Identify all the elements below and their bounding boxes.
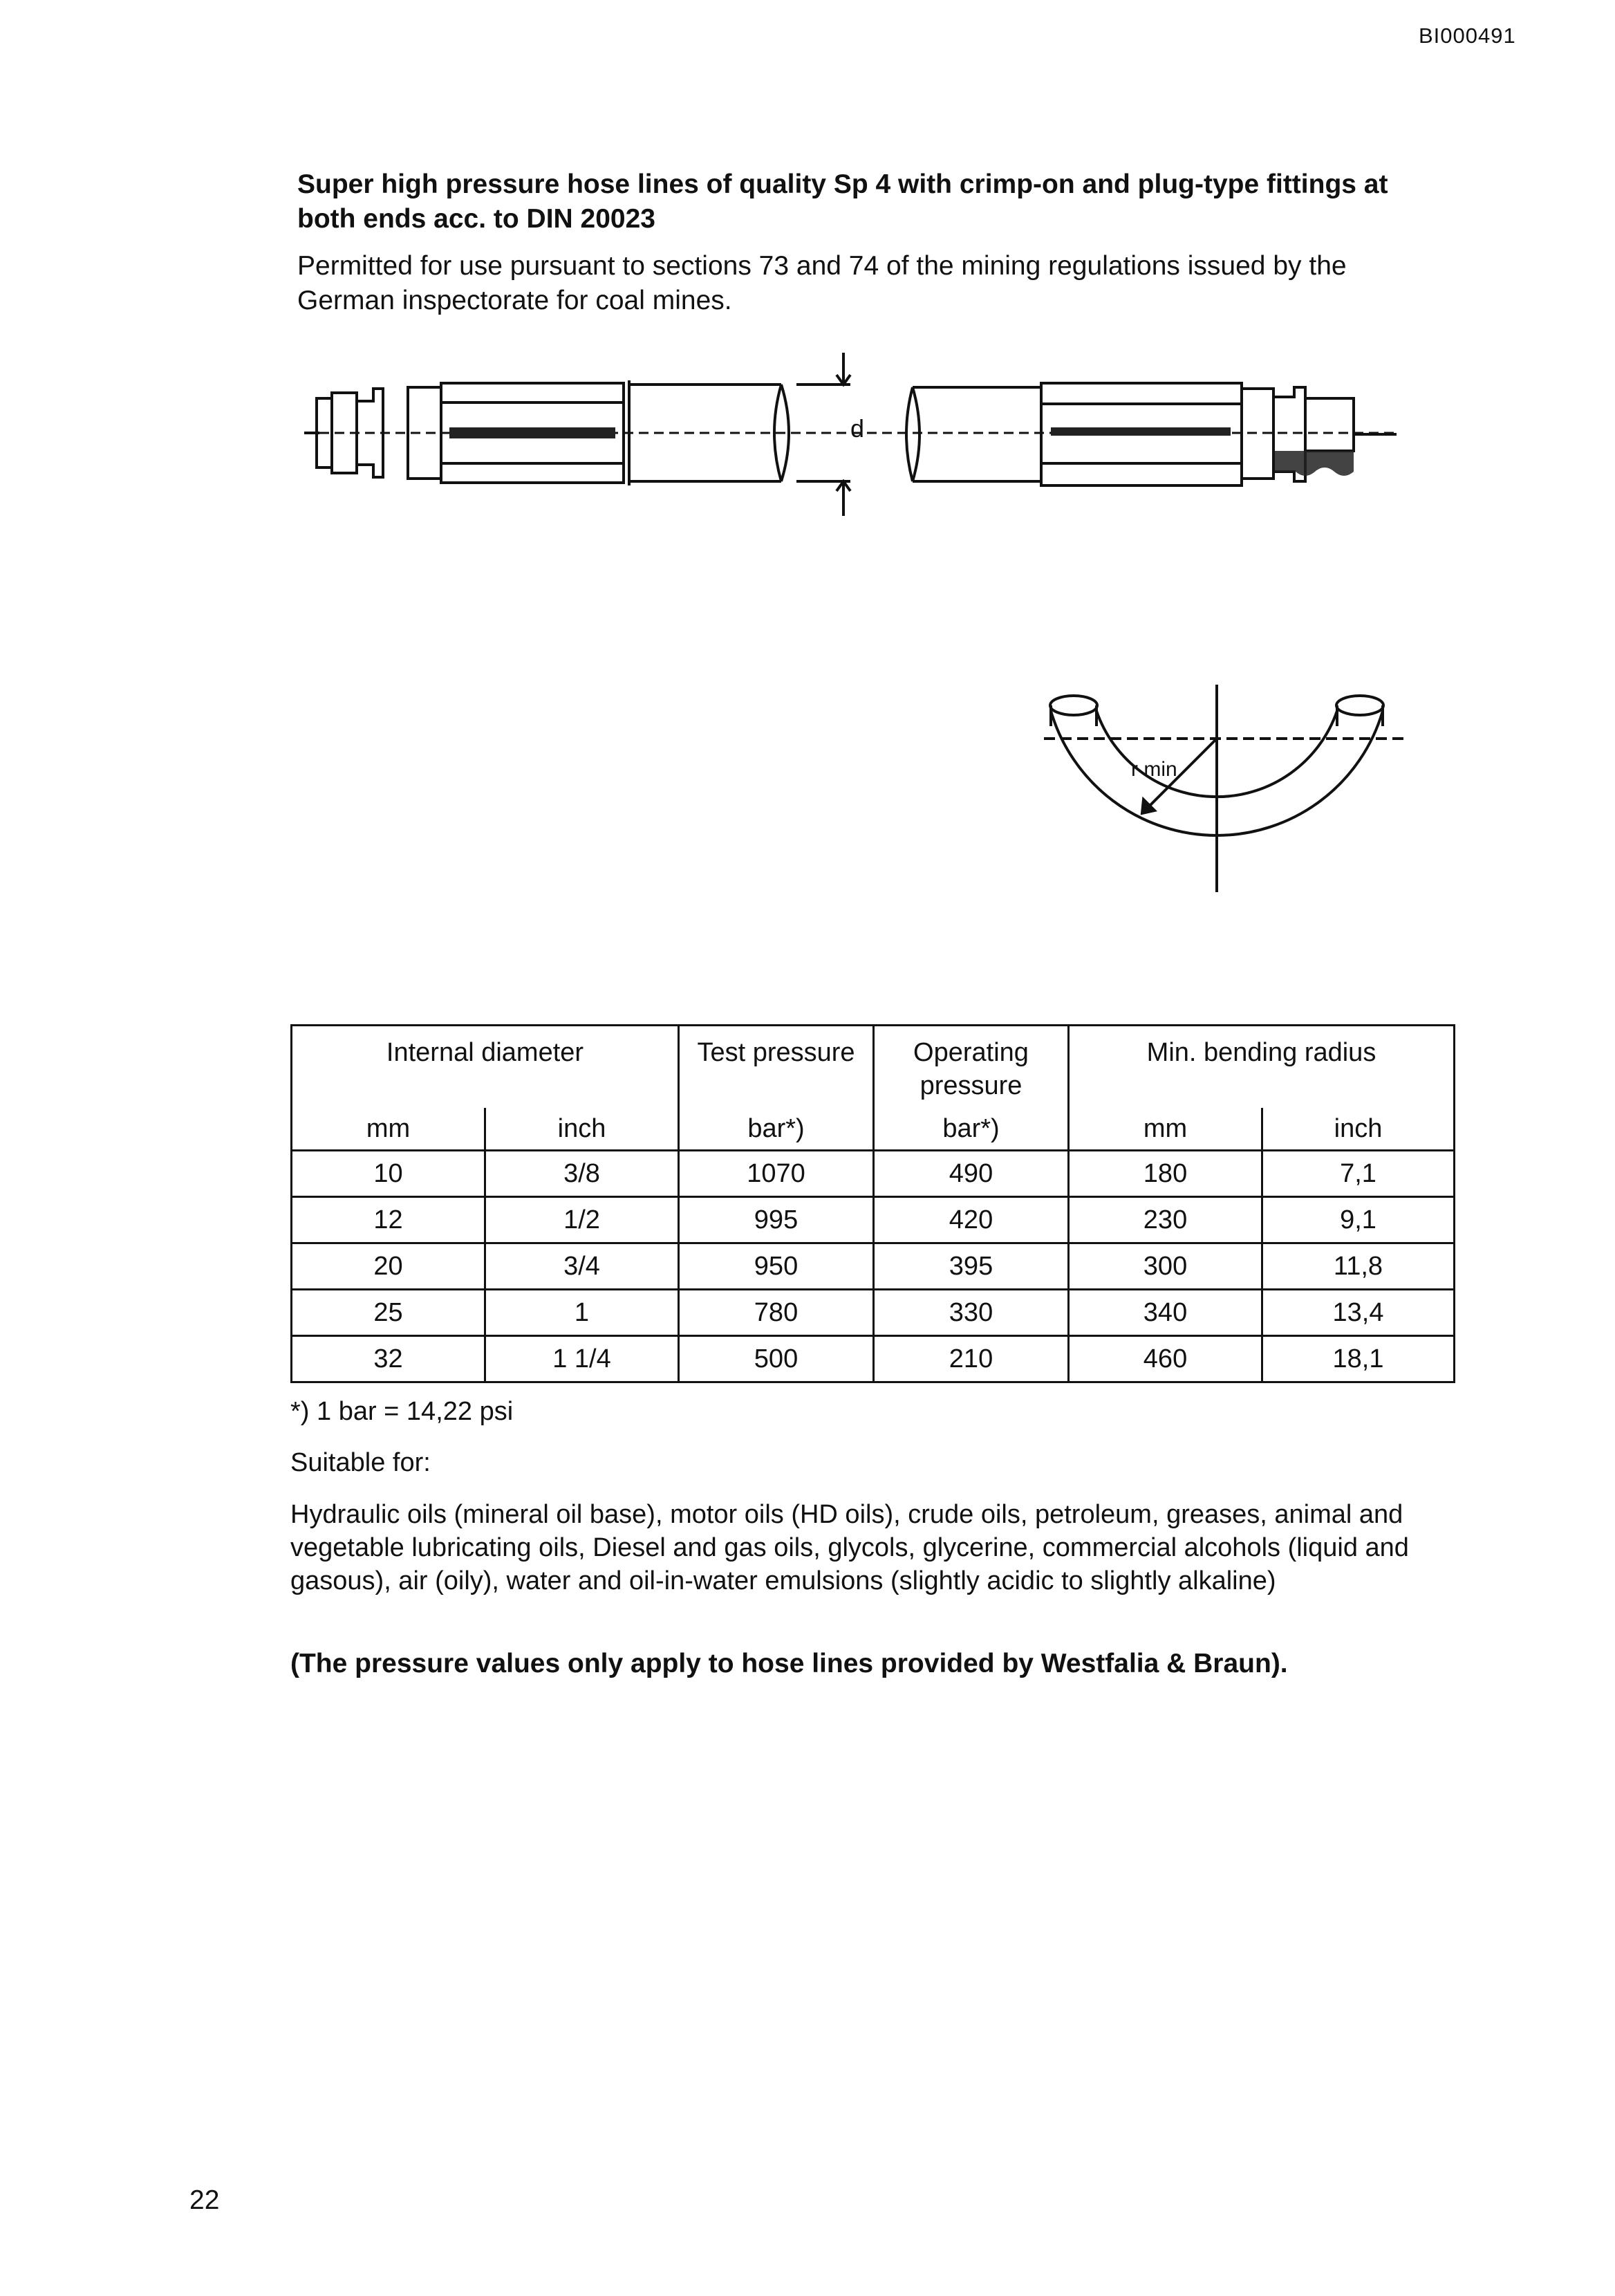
radius-label: r min xyxy=(1131,758,1177,781)
right-hose xyxy=(913,387,1041,481)
page-number: 22 xyxy=(189,2185,220,2215)
document-id: BI000491 xyxy=(1419,24,1516,48)
table-units-row xyxy=(292,1108,1455,1151)
table-cell: 9,1 xyxy=(1262,1197,1455,1243)
hose-line-drawing xyxy=(304,353,1424,533)
table-row xyxy=(292,1151,1455,1197)
table-cell: 780 xyxy=(679,1290,874,1336)
table-cell: 20 xyxy=(292,1243,485,1290)
table-cell: 490 xyxy=(874,1151,1069,1197)
suitable-label: Suitable for: xyxy=(290,1448,431,1477)
table-cell: 3/8 xyxy=(485,1151,679,1197)
header-internal-diameter: Internal diameter xyxy=(292,1026,679,1109)
table-cell: 11,8 xyxy=(1262,1243,1455,1290)
table-header-row xyxy=(292,1026,1455,1109)
table-cell: 13,4 xyxy=(1262,1290,1455,1336)
table-cell: 300 xyxy=(1069,1243,1262,1290)
suitable-fluids-text: Hydraulic oils (mineral oil base), motor oils (HD oils), crude oils, petroleum, greases, animal and vegetable lubricating oils, Diesel and gas oils, glycols, glycerine, commercial alcohols (liquid and gasous), air (oily), water and oil-in-water emulsions (slightly acidic to slightly alkaline) xyxy=(290,1500,1409,1595)
table-cell: 32 xyxy=(292,1336,485,1382)
bending-radius-drawing xyxy=(1037,678,1424,899)
intro-paragraph: Permitted for use pursuant to sections 73 and 74 of the mining regulations issued by the German inspectorate for coal mines. xyxy=(297,251,1347,315)
table-row xyxy=(292,1243,1455,1290)
page-title: Super high pressure hose lines of quality Sp 4 with crimp-on and plug-type fittings at both ends acc. to DIN 20023 xyxy=(297,169,1388,234)
table-row xyxy=(292,1336,1455,1382)
table-cell: 420 xyxy=(874,1197,1069,1243)
table-cell: 1 xyxy=(485,1290,679,1336)
table-cell: 500 xyxy=(679,1336,874,1382)
table-cell: 340 xyxy=(1069,1290,1262,1336)
table-row xyxy=(292,1197,1455,1243)
table-cell: 7,1 xyxy=(1262,1151,1455,1197)
table-cell: 3/4 xyxy=(485,1243,679,1290)
unit-cell: mm xyxy=(1069,1108,1262,1151)
table-cell: 210 xyxy=(874,1336,1069,1382)
table-cell: 460 xyxy=(1069,1336,1262,1382)
table-cell: 950 xyxy=(679,1243,874,1290)
header-bending-radius: Min. bending radius xyxy=(1069,1026,1455,1109)
unit-cell: mm xyxy=(292,1108,485,1151)
table-cell: 230 xyxy=(1069,1197,1262,1243)
table-cell: 12 xyxy=(292,1197,485,1243)
unit-cell: bar*) xyxy=(679,1108,874,1151)
specification-table xyxy=(290,1024,1455,1383)
header-test-pressure: Test pressure xyxy=(679,1026,874,1109)
unit-cell: inch xyxy=(485,1108,679,1151)
table-cell: 995 xyxy=(679,1197,874,1243)
right-fitting-nipple xyxy=(1305,398,1354,451)
table-cell: 180 xyxy=(1069,1151,1262,1197)
table-cell: 1/2 xyxy=(485,1197,679,1243)
table-cell: 395 xyxy=(874,1243,1069,1290)
table-row xyxy=(292,1290,1455,1336)
diameter-label: d xyxy=(850,414,865,443)
table-cell: 1 1/4 xyxy=(485,1336,679,1382)
table-cell: 1070 xyxy=(679,1151,874,1197)
table-cell: 18,1 xyxy=(1262,1336,1455,1382)
footnote: *) 1 bar = 14,22 psi xyxy=(290,1397,514,1426)
table-cell: 10 xyxy=(292,1151,485,1197)
pressure-note: (The pressure values only apply to hose lines provided by Westfalia & Braun). xyxy=(290,1649,1288,1678)
unit-cell: bar*) xyxy=(874,1108,1069,1151)
table-cell: 25 xyxy=(292,1290,485,1336)
unit-cell: inch xyxy=(1262,1108,1455,1151)
header-operating-pressure: Operating pressure xyxy=(874,1026,1069,1109)
table-cell: 330 xyxy=(874,1290,1069,1336)
